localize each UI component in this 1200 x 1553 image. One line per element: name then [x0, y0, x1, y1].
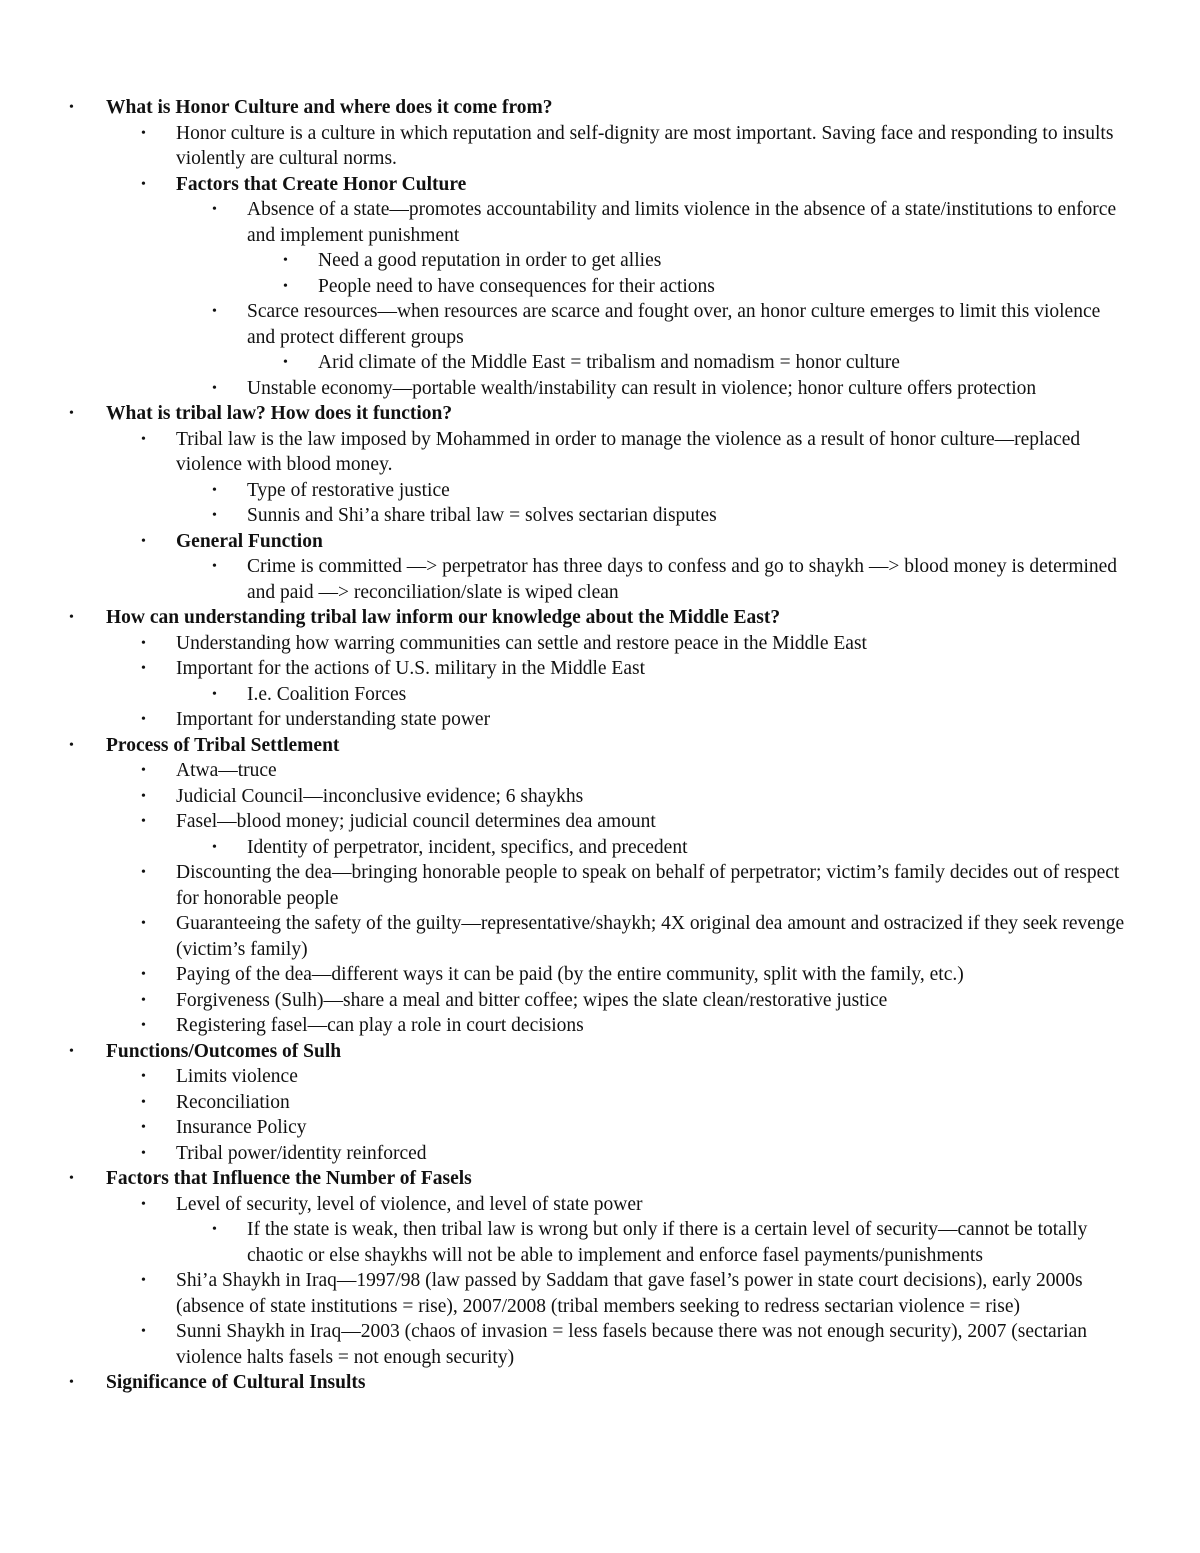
bullet-icon: • [141, 992, 146, 1008]
section-heading-item [0, 1166, 1130, 1192]
outline-list-item [0, 707, 1130, 733]
outline-list-item [0, 248, 1130, 274]
bullet-icon: • [141, 1069, 146, 1084]
outline-list-item [0, 911, 1130, 962]
outline-list-item [0, 758, 1130, 784]
bullet-icon: • [141, 1196, 146, 1212]
outline-list-item [0, 427, 1130, 478]
bullet-icon: • [212, 839, 217, 855]
item-text: Arid climate of the Middle East = tribalism and nomadism = honor culture [318, 352, 900, 373]
item-text: Insurance Policy [176, 1117, 307, 1138]
notes-document [0, 95, 1200, 1396]
outline-list-item [0, 274, 1130, 300]
section-heading-item [0, 733, 1130, 759]
item-text: If the state is weak, then tribal law is wrong but only if there is a certain level of security—cannot be totally chaotic or else shaykhs will not be able to implement and enforce fasel payments/punishments [247, 1219, 1088, 1266]
outline-list-item [0, 1319, 1130, 1370]
item-text: Understanding how warring communities can settle and restore peace in the Middle East [176, 632, 867, 654]
item-text: Tribal power/identity reinforced [176, 1142, 427, 1164]
bullet-icon: • [141, 1018, 146, 1033]
item-text: Guaranteeing the safety of the guilty—representative/shaykh; 4X original dea amount and ostracized if they seek revenge (victim’s family) [176, 913, 1125, 960]
bullet-icon: • [69, 1043, 74, 1059]
item-text: Fasel—blood money; judicial council determines dea amount [176, 811, 656, 832]
outline-list-item [0, 478, 1130, 504]
bullet-icon: • [212, 380, 217, 396]
bullet-icon: • [69, 737, 74, 753]
item-text: Absence of a state—promotes accountability and limits violence in the absence of a state/institutions to enforce and implement punishment [247, 199, 1117, 246]
outline-list-item [0, 197, 1130, 248]
item-text: Factors that Influence the Number of Fasels [106, 1168, 472, 1189]
outline-list-item [0, 1217, 1130, 1268]
outline-list-item [0, 1064, 1130, 1090]
bullet-icon: • [141, 635, 146, 651]
bullet-icon: • [141, 533, 146, 549]
outline-list-item [0, 682, 1130, 708]
bullet-icon: • [141, 788, 146, 804]
section-heading-item [0, 605, 1130, 631]
section-heading-item [0, 1370, 1130, 1396]
outline-list-item [0, 860, 1130, 911]
item-text: Honor culture is a culture in which reputation and self-dignity are most important. Saving face and responding to insults violently are cultural norms. [176, 122, 1114, 169]
item-text: Reconciliation [176, 1091, 290, 1113]
bullet-icon: • [69, 1171, 74, 1186]
item-text: What is Honor Culture and where does it come from? [106, 97, 553, 118]
bullet-icon: • [141, 431, 146, 447]
item-text: Identity of perpetrator, incident, specifics, and precedent [247, 836, 688, 858]
item-text: Scarce resources—when resources are scarce and fought over, an honor culture emerges to limit this violence and protect different groups [247, 301, 1101, 348]
outline-list-item [0, 1090, 1130, 1116]
item-text: I.e. Coalition Forces [247, 683, 407, 705]
bullet-icon: • [141, 661, 146, 676]
bullet-icon: • [141, 125, 146, 141]
bullet-icon: • [212, 202, 217, 217]
bullet-icon: • [141, 916, 146, 931]
bullet-icon: • [141, 814, 146, 829]
bullet-icon: • [141, 1324, 146, 1339]
item-text: Unstable economy—portable wealth/instability can result in violence; honor culture offers protection [247, 377, 1037, 399]
outline-list-item [0, 656, 1130, 682]
outline-list-item [0, 1192, 1130, 1218]
outline-list-item [0, 299, 1130, 350]
item-text: Shi’a Shaykh in Iraq—1997/98 (law passed by Saddam that gave fasel’s power in state court decisions), early 2000s (absence of state institutions = rise), 2007/2008 (tribal members seeking to redress sectarian violence = rise) [176, 1270, 1083, 1317]
bullet-icon: • [212, 482, 217, 498]
bullet-icon: • [212, 559, 217, 574]
item-text: Paying of the dea—different ways it can be paid (by the entire community, split with the family, etc.) [176, 964, 964, 985]
section-heading-item [0, 1039, 1130, 1065]
bullet-icon: • [69, 406, 74, 421]
item-text: Factors that Create Honor Culture [176, 173, 467, 195]
section-heading-item [0, 95, 1130, 121]
outline-list-item [0, 988, 1130, 1014]
bullet-icon: • [212, 686, 217, 702]
outline-list-item [0, 1115, 1130, 1141]
item-text: Need a good reputation in order to get allies [318, 250, 662, 271]
bullet-icon: • [141, 1120, 146, 1135]
item-text: Sunnis and Shi’a share tribal law = solves sectarian disputes [247, 505, 717, 526]
bullet-icon: • [283, 355, 288, 370]
bullet-icon: • [141, 763, 146, 778]
item-text: Type of restorative justice [247, 479, 450, 501]
item-text: Forgiveness (Sulh)—share a meal and bitter coffee; wipes the slate clean/restorative justice [176, 989, 888, 1011]
bullet-icon: • [69, 610, 74, 625]
item-text: Registering fasel—can play a role in court decisions [176, 1015, 584, 1036]
item-text: People need to have consequences for their actions [318, 275, 715, 297]
item-text: Discounting the dea—bringing honorable people to speak on behalf of perpetrator; victim’s family decides out of respect for honorable people [176, 862, 1120, 909]
outline-list-item [0, 350, 1130, 376]
outline-list-item [0, 503, 1130, 529]
outline-list-item [0, 835, 1130, 861]
item-text: Limits violence [176, 1066, 298, 1087]
item-text: Important for the actions of U.S. military in the Middle East [176, 658, 645, 679]
bullet-icon: • [69, 1375, 74, 1390]
outline-list-item [0, 784, 1130, 810]
item-text: Significance of Cultural Insults [106, 1372, 366, 1393]
outline-list-item [0, 554, 1130, 605]
outline-list-item [0, 1013, 1130, 1039]
item-text: Tribal law is the law imposed by Mohammed in order to manage the violence as a result of honor culture—replaced violence with blood money. [176, 428, 1081, 475]
bullet-icon: • [69, 100, 74, 115]
item-text: How can understanding tribal law inform our knowledge about the Middle East? [106, 607, 781, 628]
outline-list-item [0, 376, 1130, 402]
section-heading-item [0, 401, 1130, 427]
outline-list-item [0, 962, 1130, 988]
outline-list-item [0, 809, 1130, 835]
outline-list-item [0, 1141, 1130, 1167]
item-text: Sunni Shaykh in Iraq—2003 (chaos of invasion = less fasels because there was not enough security), 2007 (sectarian violence halts fasels = not enough security) [176, 1321, 1088, 1368]
bullet-icon: • [212, 508, 217, 523]
bullet-icon: • [141, 176, 146, 192]
item-text: Judicial Council—inconclusive evidence; 6 shaykhs [176, 785, 584, 807]
bullet-icon: • [212, 304, 217, 319]
outline-list-item [0, 172, 1130, 198]
outline-list-item [0, 121, 1130, 172]
bullet-icon: • [141, 1094, 146, 1110]
item-text: Functions/Outcomes of Sulh [106, 1040, 342, 1062]
bullet-icon: • [283, 253, 288, 268]
bullet-icon: • [212, 1222, 217, 1237]
outline-list-item [0, 1268, 1130, 1319]
bullet-icon: • [141, 865, 146, 880]
item-text: Level of security, level of violence, and level of state power [176, 1193, 643, 1215]
bullet-icon: • [141, 712, 146, 727]
item-text: General Function [176, 530, 323, 552]
bullet-icon: • [283, 278, 288, 294]
item-text: What is tribal law? How does it function? [106, 403, 453, 424]
item-text: Process of Tribal Settlement [106, 734, 340, 756]
item-text: Crime is committed —> perpetrator has three days to confess and go to shaykh —> blood money is determined and paid —> reconciliation/slate is wiped clean [247, 556, 1118, 603]
item-text: Important for understanding state power [176, 709, 491, 730]
bullet-icon: • [141, 1273, 146, 1288]
bullet-icon: • [141, 967, 146, 982]
outline-list-item [0, 529, 1130, 555]
outline-list-item [0, 631, 1130, 657]
item-text: Atwa—truce [176, 760, 277, 781]
bullet-icon: • [141, 1145, 146, 1161]
